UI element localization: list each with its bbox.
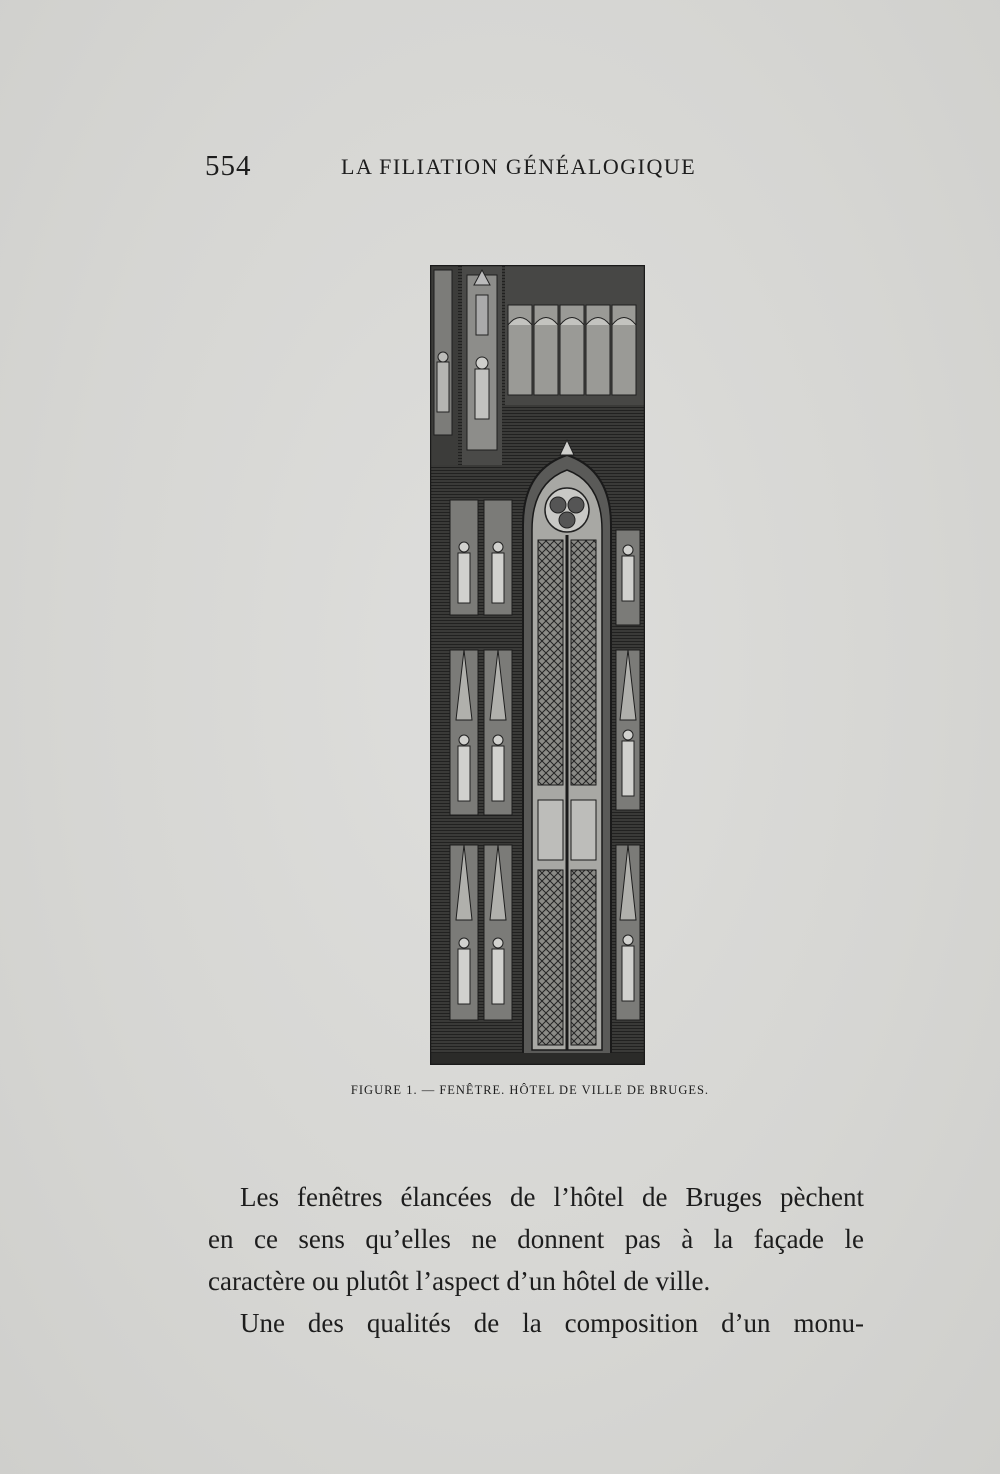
body-paragraphs [208, 1176, 864, 1344]
window-engraving-illustration [430, 265, 645, 1065]
page-number: 554 [205, 150, 252, 182]
body-line: Les fenêtres élancées de l’hôtel de Bruges pèchent [240, 1182, 864, 1212]
page-header [205, 150, 765, 190]
running-title: LA FILIATION GÉNÉALOGIQUE [341, 154, 697, 179]
body-line: en ce sens qu’elles ne donnent pas à la façade le [208, 1224, 864, 1254]
body-line: caractère ou plutôt l’aspect d’un hôtel de ville. [208, 1266, 711, 1296]
figure-engraving [430, 265, 645, 1065]
figure-caption: FIGURE 1. — FENÊTRE. HÔTEL DE VILLE DE BRUGES. [350, 1083, 710, 1097]
body-line: Une des qualités de la composition d’un monu- [240, 1308, 864, 1338]
